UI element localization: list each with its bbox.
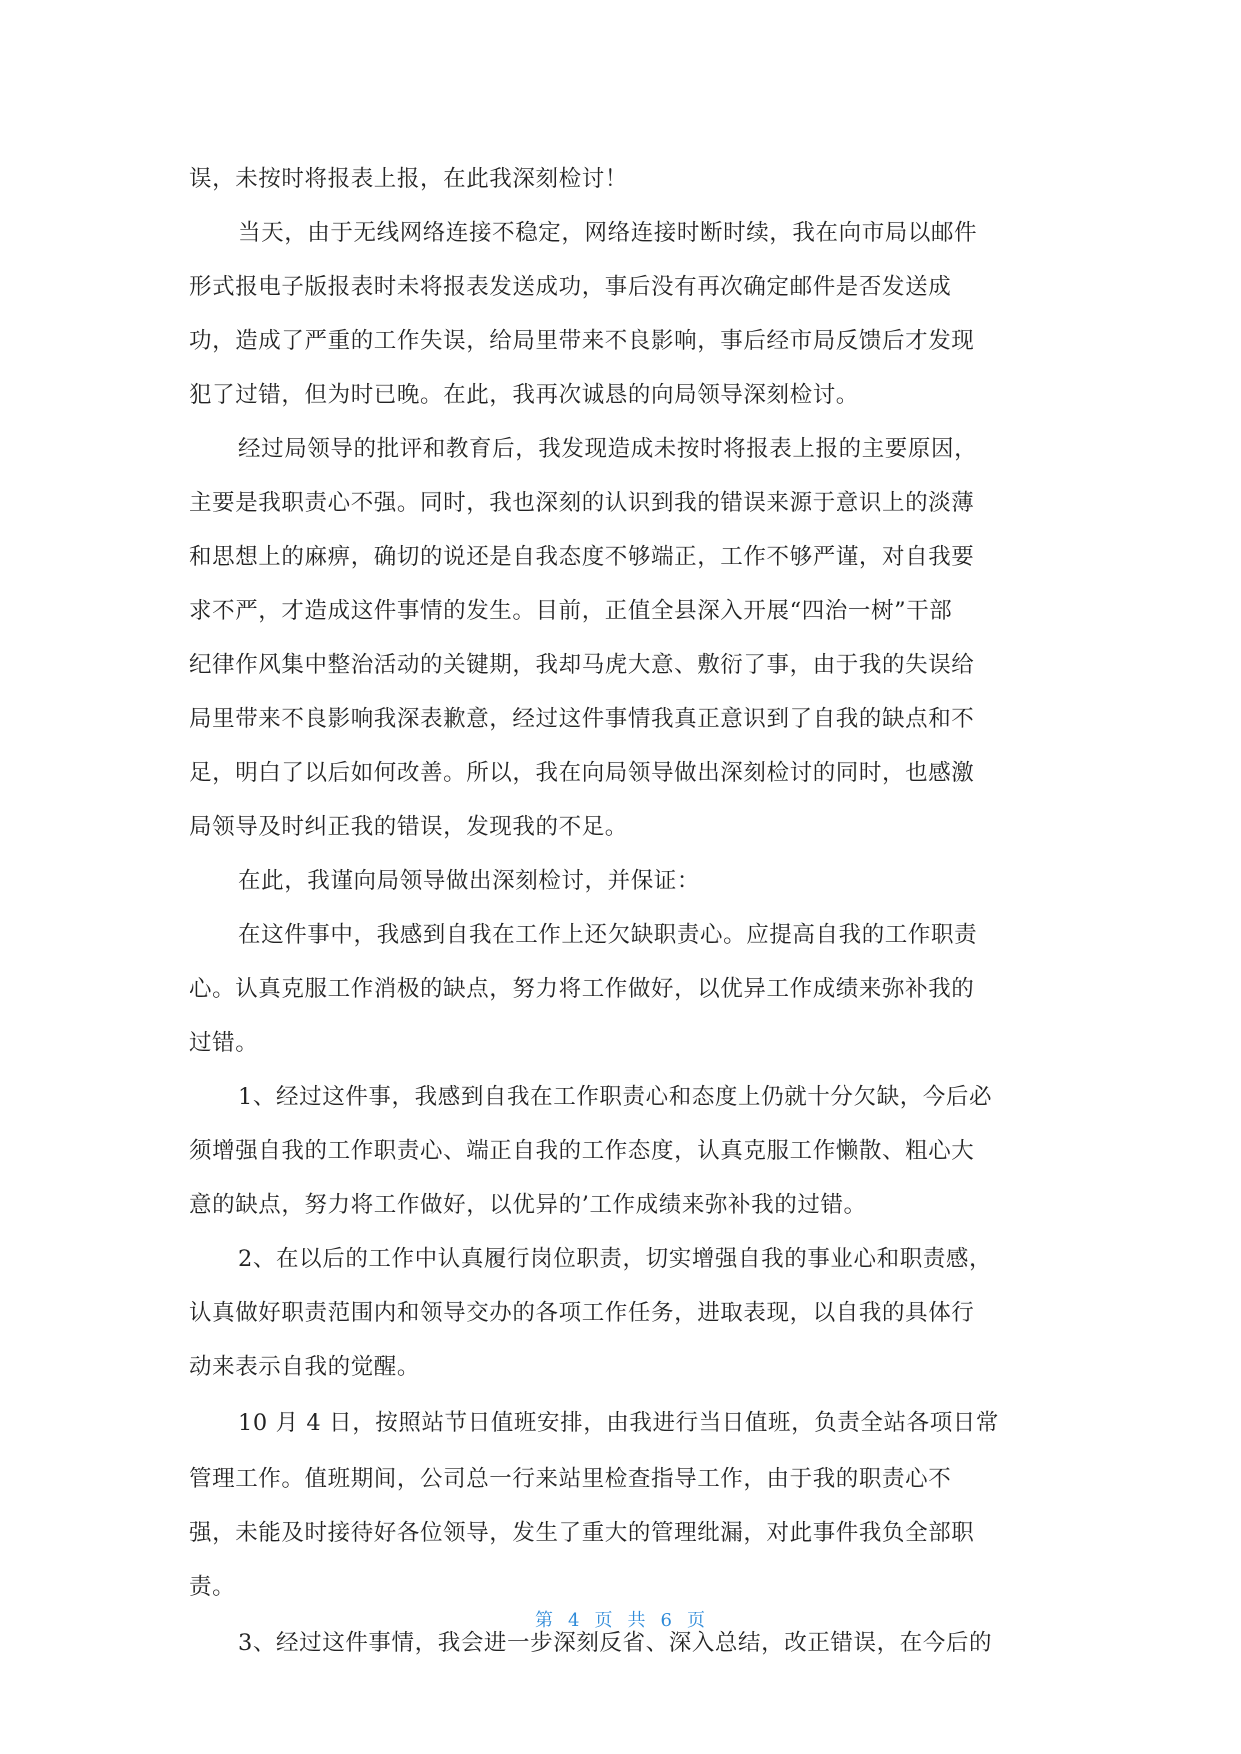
text-line: 责。	[189, 1574, 236, 1600]
text-line: 和思想上的麻痹，确切的说还是自我态度不够端正，工作不够严谨，对自我要	[189, 544, 975, 570]
footer-ye: 页	[594, 1610, 614, 1631]
footer-di: 第	[535, 1610, 555, 1631]
text-line: 强，未能及时接待好各位领导，发生了重大的管理纰漏，对此事件我负全部职	[189, 1520, 975, 1546]
text-line: 管理工作。值班期间，公司总一行来站里检查指导工作，由于我的职责心不	[189, 1466, 952, 1492]
text-line: 足，明白了以后如何改善。所以，我在向局领导做出深刻检讨的同时，也感激	[189, 760, 975, 786]
text-line: 在这件事中，我感到自我在工作上还欠缺职责心。应提高自我的工作职责	[238, 922, 978, 948]
text-line: 过错。	[189, 1030, 259, 1056]
text-line: 局领导及时纠正我的错误，发现我的不足。	[189, 814, 628, 840]
text-line: 犯了过错，但为时已晚。在此，我再次诚恳的向局领导深刻检讨。	[189, 382, 859, 408]
text-line: 须增强自我的工作职责心、端正自我的工作态度，认真克服工作懒散、粗心大	[189, 1138, 975, 1164]
document-body	[189, 152, 1055, 1672]
text-line: 认真做好职责范围内和领导交办的各项工作任务，进取表现，以自我的具体行	[189, 1300, 975, 1326]
text-line: 求不严，才造成这件事情的发生。目前，正值全县深入开展“四治一树”干部	[189, 598, 953, 624]
text-line: 主要是我职责心不强。同时，我也深刻的认识到我的错误来源于意识上的淡薄	[189, 490, 975, 516]
footer-ye: 页	[686, 1610, 706, 1631]
text-line: 误，未按时将报表上报，在此我深刻检讨！	[189, 166, 628, 192]
footer-gong: 共	[627, 1610, 647, 1631]
text-line: 经过局领导的批评和教育后，我发现造成未按时将报表上报的主要原因，	[238, 436, 978, 462]
total-pages-number: 6	[660, 1610, 673, 1631]
text-line: 3、经过这件事情，我会进一步深刻反省、深入总结，改正错误，在今后的	[238, 1630, 993, 1656]
text-line: 意的缺点，努力将工作做好，以优异的’工作成绩来弥补我的过错。	[189, 1192, 867, 1218]
text-line: 在此，我谨向局领导做出深刻检讨，并保证：	[238, 868, 701, 894]
text-line: 2、在以后的工作中认真履行岗位职责，切实增强自我的事业心和职责感，	[238, 1246, 993, 1272]
text-line: 心。认真克服工作消极的缺点，努力将工作做好，以优异工作成绩来弥补我的	[189, 976, 975, 1002]
text-line: 功，造成了严重的工作失误，给局里带来不良影响，事后经市局反馈后才发现	[189, 328, 975, 354]
text-line: 动来表示自我的觉醒。	[189, 1354, 421, 1380]
text-line: 形式报电子版报表时未将报表发送成功，事后没有再次确定邮件是否发送成	[189, 274, 952, 300]
current-page-number: 4	[568, 1610, 581, 1631]
text-line: 1、经过这件事，我感到自我在工作职责心和态度上仍就十分欠缺，今后必	[238, 1084, 993, 1110]
text-line: 局里带来不良影响我深表歉意，经过这件事情我真正意识到了自我的缺点和不	[189, 706, 975, 732]
text-line: 纪律作风集中整治活动的关键期，我却马虎大意、敷衍了事，由于我的失误给	[189, 652, 975, 678]
page-footer	[0, 1606, 1241, 1632]
text-line: 10 月 4 日，按照站节日值班安排，由我进行当日值班，负责全站各项日常	[238, 1410, 1000, 1436]
text-line: 当天，由于无线网络连接不稳定，网络连接时断时续，我在向市局以邮件	[238, 220, 978, 246]
